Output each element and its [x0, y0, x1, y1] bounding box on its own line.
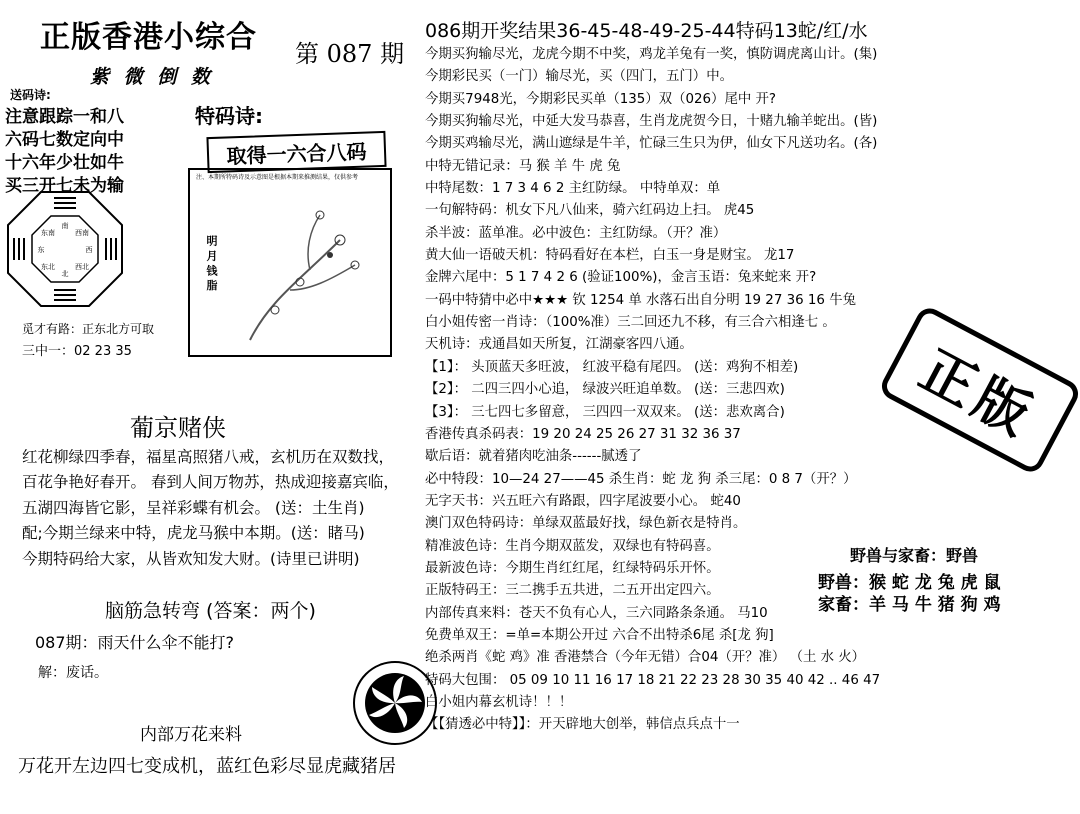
list-item: 最新波色诗：今期生肖红红尾，红绿特码乐开怀。 [425, 560, 720, 576]
three-in-one: 三中一：02 23 35 [22, 344, 132, 359]
list-item: 无字天书：兴五旺六有路跟，四字尾波要小心。 蛇40 [425, 493, 741, 509]
illustration-caption: 注、本期所特码诗及示意图是根据本期来推测结果，仅供参考 [196, 174, 359, 181]
list-item: 今期买狗输尽光，龙虎今期不中奖，鸡龙羊兔有一奖，慎防调虎离山计。(集) [425, 47, 878, 62]
list-item: 白小姐内幕玄机诗！！！ [425, 694, 573, 710]
list-item: 内部传真来料：苍天不负有心人，三六同路条条通。 马10 [425, 605, 768, 621]
list-item: 澳门双色特码诗：单绿双蓝最好找，绿色新衣是特肖。 [425, 516, 747, 532]
poem-line: 注意跟踪一和八 [5, 107, 124, 127]
list-item: 一句解特码：机女下凡八仙来，骑六红码边上扫。 虎45 [425, 203, 755, 219]
bagua-compass-icon [6, 190, 124, 308]
list-item: 香港传真杀码表：19 20 24 25 26 27 31 32 36 37 [425, 426, 741, 442]
list-item: 免费单双王：=单=本期公开过 六合不出特杀6尾 杀[龙 狗] [425, 627, 774, 643]
riddle-question: 087期：雨天什么伞不能打? [35, 633, 235, 652]
page-title: 正版香港小综合 [40, 20, 257, 55]
list-item: 【3】： 三七四七多留意， 三四四一双双来。 (送：悲欢离合) [425, 404, 785, 420]
verse-line: 今期特码给大家，从皆欢知发大财。(诗里已讲明) [22, 549, 360, 568]
verse-line: 五湖四海皆它影，呈祥彩蝶有机会。 (送：土生肖) [22, 498, 365, 517]
list-item: 天机诗：戎通昌如天所复，江湖豪客四八通。 [425, 337, 693, 353]
poem-line: 十六年少壮如牛 [5, 153, 124, 173]
region-label: 西北 [75, 263, 89, 271]
flower-title: 内部万花来料 [140, 725, 242, 745]
domestic-animals: 家畜：羊 马 牛 猪 狗 鸡 [818, 595, 1001, 615]
region-label: 东南 [41, 229, 55, 237]
list-item: 特码大包围： 05 09 10 11 16 17 18 21 22 23 28 30 35 40 42 .. 46 47 [425, 672, 881, 688]
send-code-poem [5, 106, 124, 198]
list-item: 今期买鸡输尽光，满山遮绿是牛羊，忙碌三生只为伊，仙女下凡送功名。(各) [425, 136, 878, 152]
region-label: 东 [37, 246, 45, 254]
region-label: 西南 [75, 229, 89, 237]
list-item: 中特尾数：1 7 3 4 6 2 主红防绿。 中特单双：单 [425, 181, 721, 197]
region-label: 西 [85, 246, 93, 254]
list-item: 今期彩民买（一门）输尽光，买（四门，五门）中。 [425, 69, 733, 85]
wealth-direction: 觅才有路：正东北方可取 [22, 322, 155, 336]
draw-result-headline: 086期开奖结果36-45-48-49-25-44特码13蛇/红/水 [425, 20, 868, 42]
list-item: 【1】： 头顶蓝天多旺波， 红波平稳有尾四。 (送：鸡狗不相差) [425, 359, 799, 375]
tema-box: 取得一六合八码 [206, 131, 386, 173]
issue-number: 第 087 期 [295, 40, 405, 68]
list-item: 杀半波：蓝单准。必中波色：主红防绿。（开？准） [425, 225, 727, 241]
list-item: 正版特码王：三二携手五共进，二五开出定四六。 [425, 583, 720, 599]
flower-text: 万花开左边四七变成机，蓝红色彩尽显虎藏猪居 [18, 756, 396, 777]
list-item: 中特无错记录：马 猴 羊 牛 虎 兔 [425, 158, 621, 174]
list-item: 一码中特猜中必中★★★ 钦 1254 单 水落石出自分明 19 27 36 16 牛兔 [425, 292, 856, 308]
verse-line: 配;今期兰绿来中特，虎龙马猴中本期。(送：睹马) [22, 524, 365, 543]
region-label: 东北 [41, 263, 55, 271]
list-item: 黄大仙一语破天机：特码看好在本栏，白玉一身是财宝。 龙17 [425, 248, 795, 264]
wild-animals: 野兽：猴 蛇 龙 兔 虎 鼠 [818, 573, 1001, 593]
section-title: 葡京赌侠 [130, 414, 226, 442]
verse-line: 红花柳绿四季春，福星高照猪八戒，玄机历在双数找， [22, 448, 395, 466]
list-item: 今期买狗输尽光，中延大发马恭喜，生肖龙虎贺今日，十赌九输羊蛇出。(皆) [425, 114, 878, 130]
tema-label: 特码诗: [195, 104, 263, 128]
list-item: 歇后语：就着猪肉吃油条------腻透了 [425, 449, 642, 465]
list-item: 白小姐传密一肖诗：（100%准）三二回还九不移，有三合六相逢七 。 [425, 315, 836, 331]
poem-line: 六码七数定向中 [5, 130, 124, 150]
illustration-vertical-text: 明 月 钱 脂 [205, 235, 218, 291]
list-item: 今期买7948光，今期彩民买单（135）双（026）尾中 开? [425, 91, 776, 107]
subtitle: 紫 微 倒 数 [90, 66, 214, 88]
verse-line: 百花争艳好春开。 春到人间万物苏，热成迎接嘉宾临， [22, 473, 399, 492]
animals-title: 野兽与家畜：野兽 [850, 546, 979, 565]
list-item: 【【猜透必中特】】：开天辟地大创举，韩信点兵点十一 [425, 717, 740, 733]
list-item: 必中特段：10—24 27——45 杀生肖：蛇 龙 狗 杀三尾：0 8 7（开？） [425, 471, 857, 487]
verses [22, 445, 399, 572]
riddle-answer: 解：废话。 [38, 665, 108, 681]
poem-label: 送码诗: [10, 88, 51, 102]
poem-line: 买三开七未为输 [5, 176, 124, 196]
list-item: 绝杀两肖《蛇 鸡》准 香港禁合（今年无错）合04（开？准） （土 水 火） [425, 650, 866, 666]
list-item: 精准波色诗：生肖今期双蓝发，双绿也有特码喜。 [425, 538, 720, 554]
list-item: 【2】： 二四三四小心追， 绿波兴旺追单数。 (送：三悲四欢) [425, 382, 785, 398]
list-item: 金牌六尾中：5 1 7 4 2 6 (验证100%)，金言玉语：兔来蛇来 开? [425, 270, 817, 286]
authentic-stamp: 正版 [877, 304, 1080, 477]
region-label: 南 [61, 222, 69, 230]
riddle-title: 脑筋急转弯 (答案：两个) [105, 600, 316, 622]
plum-blossom-illustration [190, 170, 390, 355]
region-label: 北 [61, 270, 69, 278]
prediction-lines [425, 44, 880, 737]
